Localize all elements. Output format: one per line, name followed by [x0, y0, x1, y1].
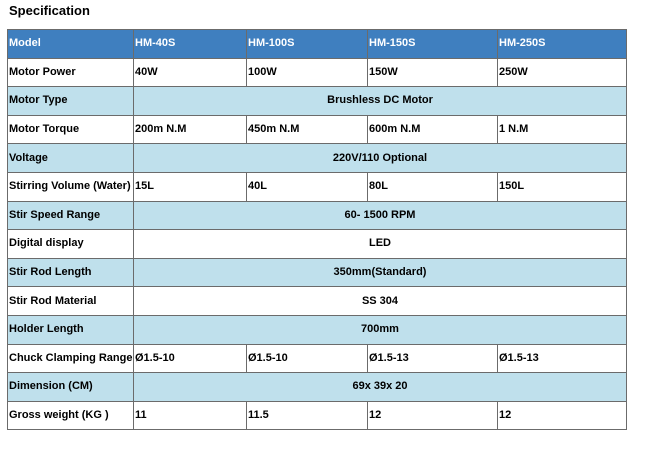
cell-value: 200m N.M	[134, 115, 247, 144]
row-gross-weight	[8, 401, 627, 430]
row-voltage	[8, 144, 627, 173]
row-motor-torque	[8, 115, 627, 144]
row-label: Motor Type	[8, 87, 134, 116]
row-holder-length	[8, 315, 627, 344]
model-hm-40s: HM-40S	[134, 30, 247, 59]
row-dimension	[8, 373, 627, 402]
row-label: Stirring Volume (Water)	[8, 172, 134, 201]
merged-value: LED	[134, 230, 627, 259]
row-stir-rod-length	[8, 258, 627, 287]
row-label: Stir Speed Range	[8, 201, 134, 230]
row-label: Digital display	[8, 230, 134, 259]
merged-value: 700mm	[134, 315, 627, 344]
cell-value: 450m N.M	[247, 115, 368, 144]
row-label: Stir Rod Material	[8, 287, 134, 316]
row-stir-rod-material	[8, 287, 627, 316]
merged-value: 350mm(Standard)	[134, 258, 627, 287]
cell-value: 250W	[498, 58, 627, 87]
cell-value: 12	[498, 401, 627, 430]
cell-value: 15L	[134, 172, 247, 201]
row-chuck-clamping-range	[8, 344, 627, 373]
row-digital-display	[8, 230, 627, 259]
cell-value: Ø1.5-10	[134, 344, 247, 373]
merged-value: Brushless DC Motor	[134, 87, 627, 116]
model-hm-150s: HM-150S	[368, 30, 498, 59]
merged-value: SS 304	[134, 287, 627, 316]
row-label: Dimension (CM)	[8, 373, 134, 402]
row-label: Stir Rod Length	[8, 258, 134, 287]
cell-value: Ø1.5-13	[498, 344, 627, 373]
cell-value: Ø1.5-13	[368, 344, 498, 373]
cell-value: 12	[368, 401, 498, 430]
page-title: Specification	[9, 3, 90, 18]
cell-value: 11	[134, 401, 247, 430]
header-label: Model	[8, 30, 134, 59]
merged-value: 69x 39x 20	[134, 373, 627, 402]
cell-value: 100W	[247, 58, 368, 87]
row-label: Chuck Clamping Range	[8, 344, 134, 373]
row-label: Voltage	[8, 144, 134, 173]
merged-value: 60- 1500 RPM	[134, 201, 627, 230]
cell-value: 40L	[247, 172, 368, 201]
cell-value: Ø1.5-10	[247, 344, 368, 373]
cell-value: 150L	[498, 172, 627, 201]
cell-value: 600m N.M	[368, 115, 498, 144]
model-hm-250s: HM-250S	[498, 30, 627, 59]
row-label: Motor Torque	[8, 115, 134, 144]
cell-value: 80L	[368, 172, 498, 201]
specification-table	[7, 29, 627, 430]
cell-value: 11.5	[247, 401, 368, 430]
row-stirring-volume	[8, 172, 627, 201]
row-stir-speed-range	[8, 201, 627, 230]
row-motor-type	[8, 87, 627, 116]
header-row	[8, 30, 627, 59]
row-label: Motor Power	[8, 58, 134, 87]
merged-value: 220V/110 Optional	[134, 144, 627, 173]
row-label: Holder Length	[8, 315, 134, 344]
row-motor-power	[8, 58, 627, 87]
row-label: Gross weight (KG )	[8, 401, 134, 430]
cell-value: 150W	[368, 58, 498, 87]
cell-value: 40W	[134, 58, 247, 87]
model-hm-100s: HM-100S	[247, 30, 368, 59]
cell-value: 1 N.M	[498, 115, 627, 144]
